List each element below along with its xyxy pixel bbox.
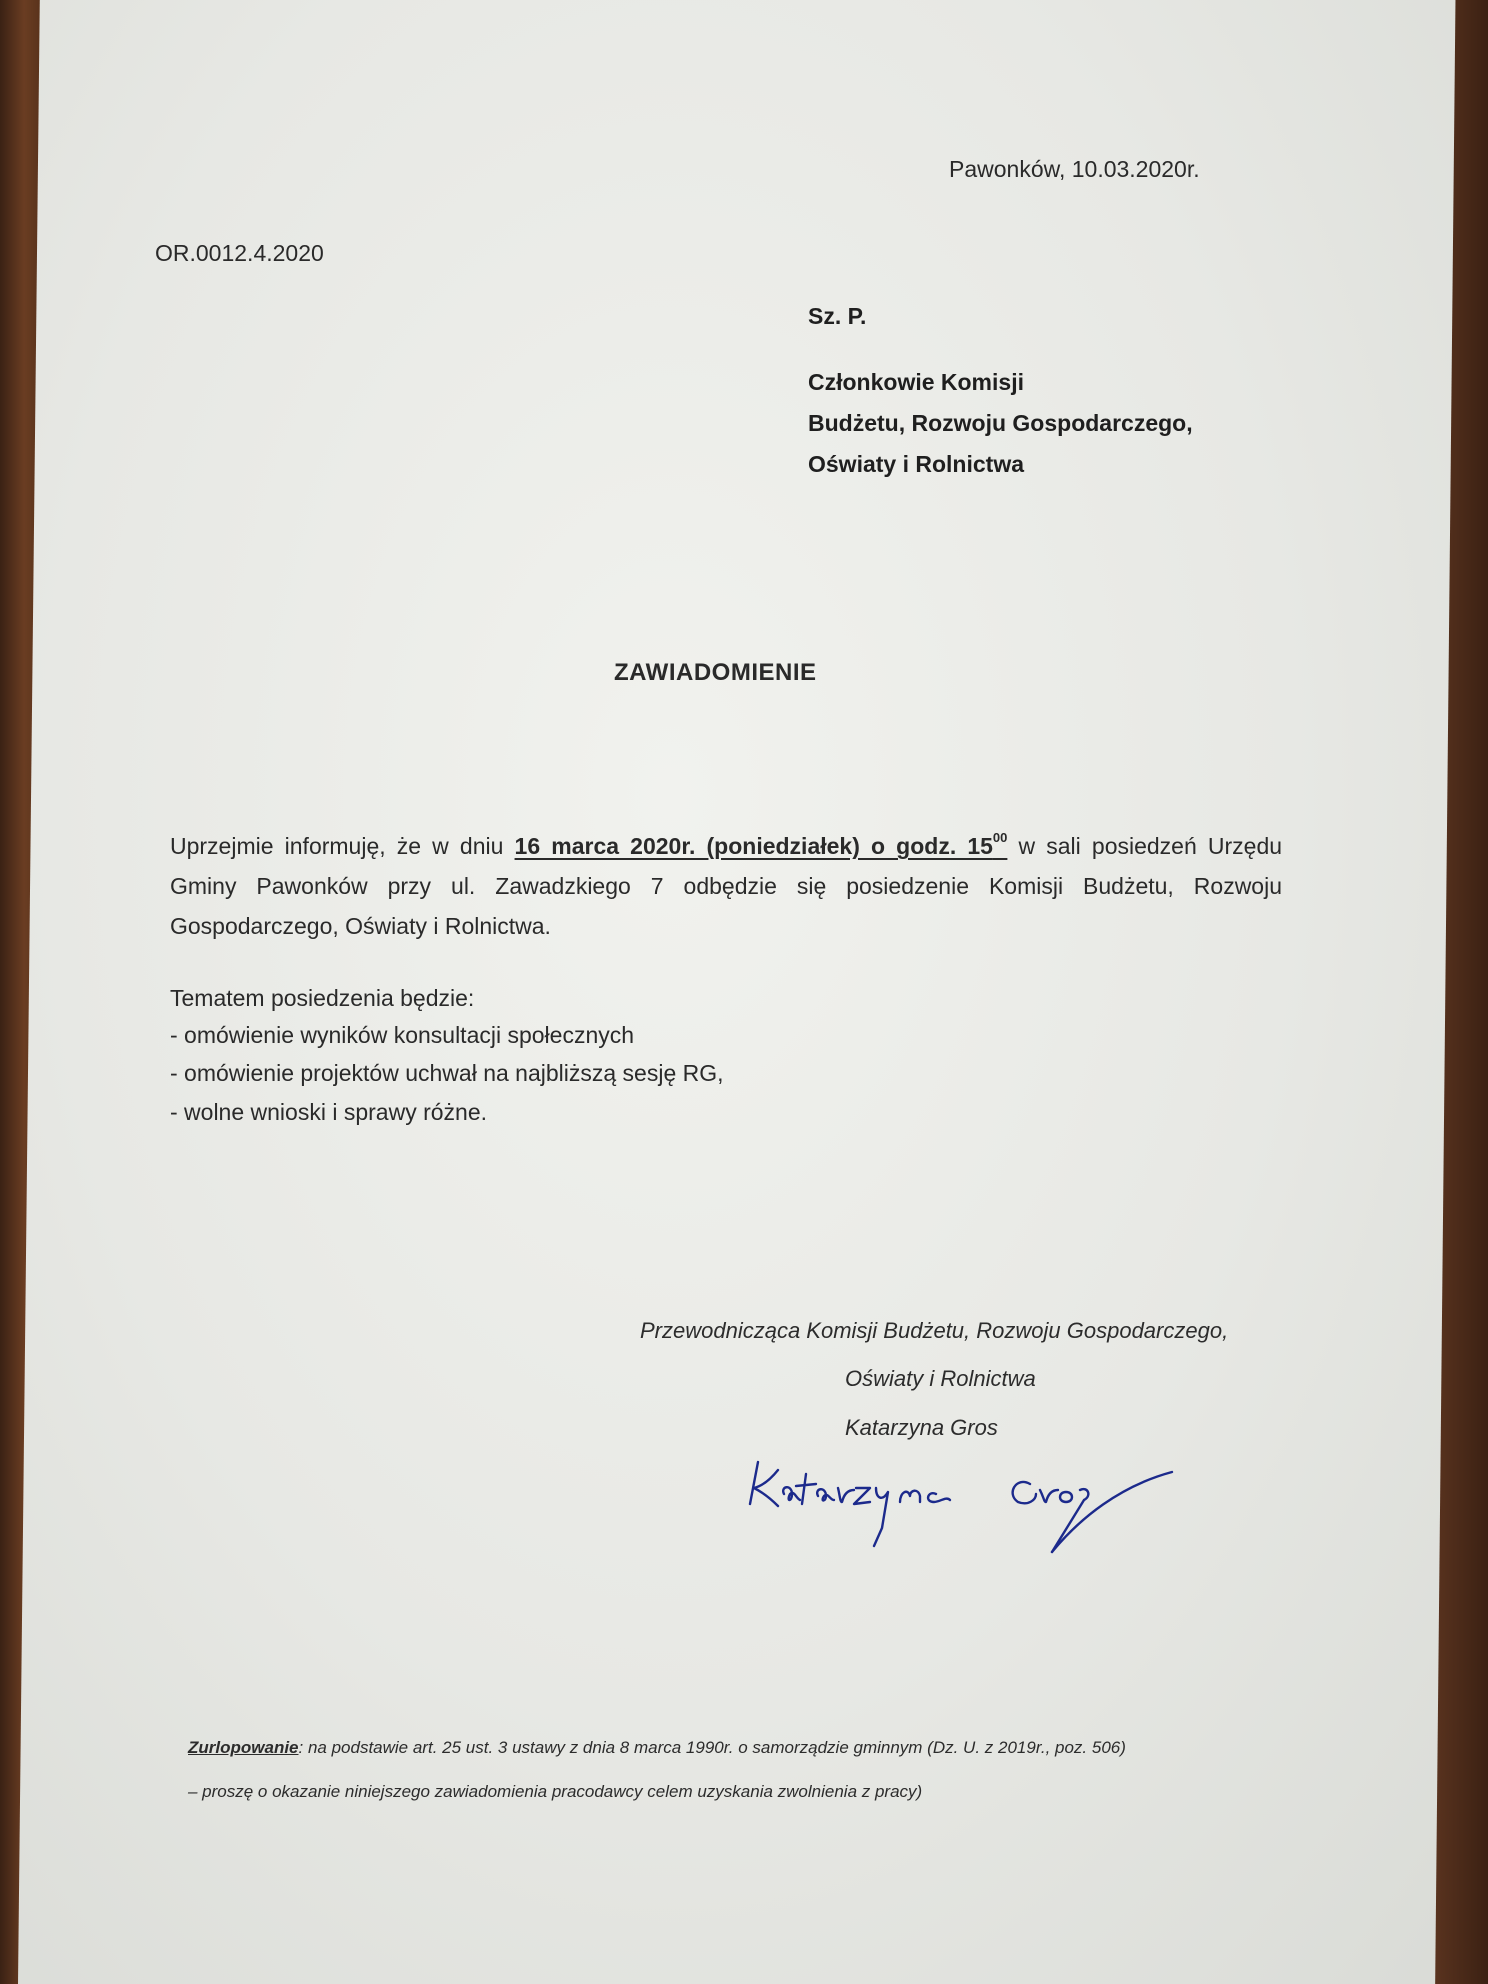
reference-number: OR.0012.4.2020 xyxy=(155,240,324,266)
addressee-line: Budżetu, Rozwoju Gospodarczego, xyxy=(808,410,1193,436)
meeting-date xyxy=(514,830,1008,859)
agenda-item: - omówienie projektów uchwał na najbliższą sesję RG, xyxy=(170,1060,724,1086)
document-title: ZAWIADOMIENIE xyxy=(614,659,817,686)
agenda-heading: Tematem posiedzenia będzie: xyxy=(170,985,475,1011)
handwritten-signature xyxy=(740,1440,1200,1560)
addressee-line: Członkowie Komisji xyxy=(808,369,1024,395)
signature-name: Katarzyna Gros xyxy=(845,1415,998,1440)
body-paragraph xyxy=(170,826,1282,946)
footnote-line-2: – proszę o okazanie niniejszego zawiadomienia pracodawcy celem uzyskania zwolnienia z pracy) xyxy=(188,1782,923,1801)
meeting-time-minutes: 00 xyxy=(992,830,1008,845)
footnote-label: Zurlopowanie xyxy=(188,1738,299,1757)
footnote-line-1 xyxy=(188,1738,1126,1758)
signature-role-line-2: Oświaty i Rolnictwa xyxy=(845,1366,1036,1391)
body-rest: w sali posiedzeń Urzędu Gminy Pawonków przy ul. Zawadzkiego 7 odbędzie się posiedzenie Komisji Budżetu, Rozwoju Gospodarczego, Oświaty i Rolnictwa. xyxy=(170,833,1283,939)
signature-role-line-1: Przewodnicząca Komisji Budżetu, Rozwoju Gospodarczego, xyxy=(640,1318,1229,1343)
addressee-salutation: Sz. P. xyxy=(808,303,867,329)
meeting-date-text: 16 marca 2020r. (poniedziałek) o godz. 15 xyxy=(514,833,993,859)
body-intro: Uprzejmie informuję, że w dniu xyxy=(170,833,504,859)
agenda-item: - wolne wnioski i sprawy różne. xyxy=(170,1099,488,1125)
agenda-item: - omówienie wyników konsultacji społecznych xyxy=(170,1022,635,1048)
footnote-text: : na podstawie art. 25 ust. 3 ustawy z dnia 8 marca 1990r. o samorządzie gminnym (Dz. U. z 2019r., poz. 506) xyxy=(298,1738,1126,1757)
place-date: Pawonków, 10.03.2020r. xyxy=(949,156,1200,182)
addressee-line: Oświaty i Rolnictwa xyxy=(808,451,1024,477)
